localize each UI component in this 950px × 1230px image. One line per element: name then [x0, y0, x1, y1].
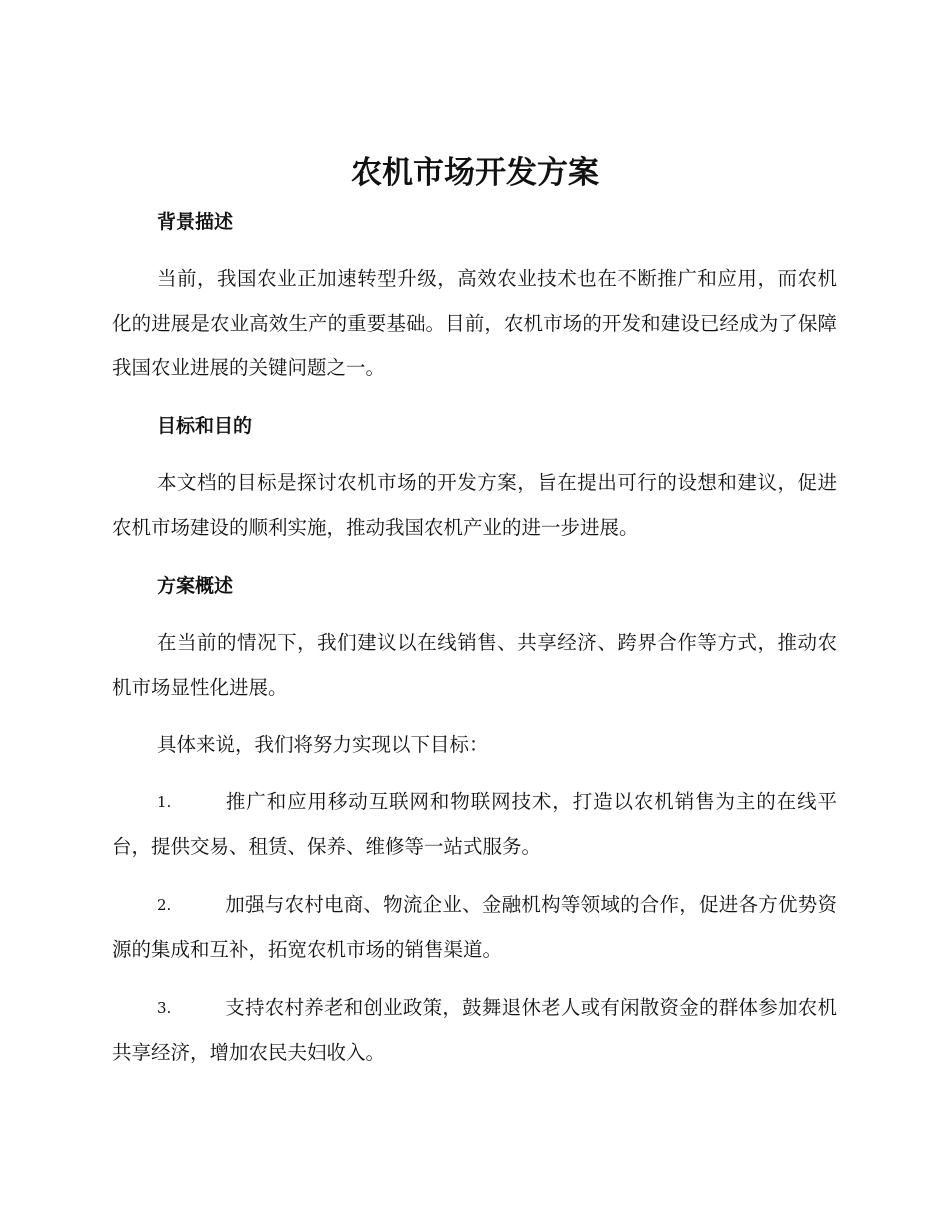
list-text: 支持农村养老和创业政策，鼓舞退休老人或有闲散资金的群体参加农机共享经济，增加农民夫妇收入。 [112, 996, 837, 1064]
list-text: 加强与农村电商、物流企业、金融机构等领域的合作，促进各方优势资源的集成和互补，拓宽农机市场的销售渠道。 [112, 893, 837, 961]
section-paragraph-background: 当前，我国农业正加速转型升级，高效农业技术也在不断推广和应用，而农机化的进展是农业高效生产的重要基础。目前，农机市场的开发和建设已经成为了保障我国农业进展的关键问题之一。 [112, 267, 837, 379]
section-heading-background: 背景描述 [157, 211, 234, 233]
document-title: 农机市场开发方案 [351, 155, 599, 191]
section-heading-overview: 方案概述 [157, 575, 234, 597]
list-item [112, 780, 837, 869]
section-paragraph-overview: 在当前的情况下，我们建议以在线销售、共享经济、跨界合作等方式，推动农机市场显性化进展。 [112, 631, 837, 699]
list-intro: 具体来说，我们将努力实现以下目标： [157, 733, 489, 756]
list-item [112, 986, 837, 1075]
list-number: 2. [157, 896, 172, 914]
list-number: 1. [157, 793, 172, 811]
section-paragraph-goals: 本文档的目标是探讨农机市场的开发方案，旨在提出可行的设想和建议，促进农机市场建设的顺利实施，推动我国农机产业的进一步进展。 [112, 471, 837, 539]
list-item [112, 883, 837, 972]
section-heading-goals: 目标和目的 [157, 415, 253, 437]
list-number: 3. [157, 999, 172, 1017]
list-text: 推广和应用移动互联网和物联网技术，打造以农机销售为主的在线平台，提供交易、租赁、保养、维修等一站式服务。 [112, 790, 837, 858]
